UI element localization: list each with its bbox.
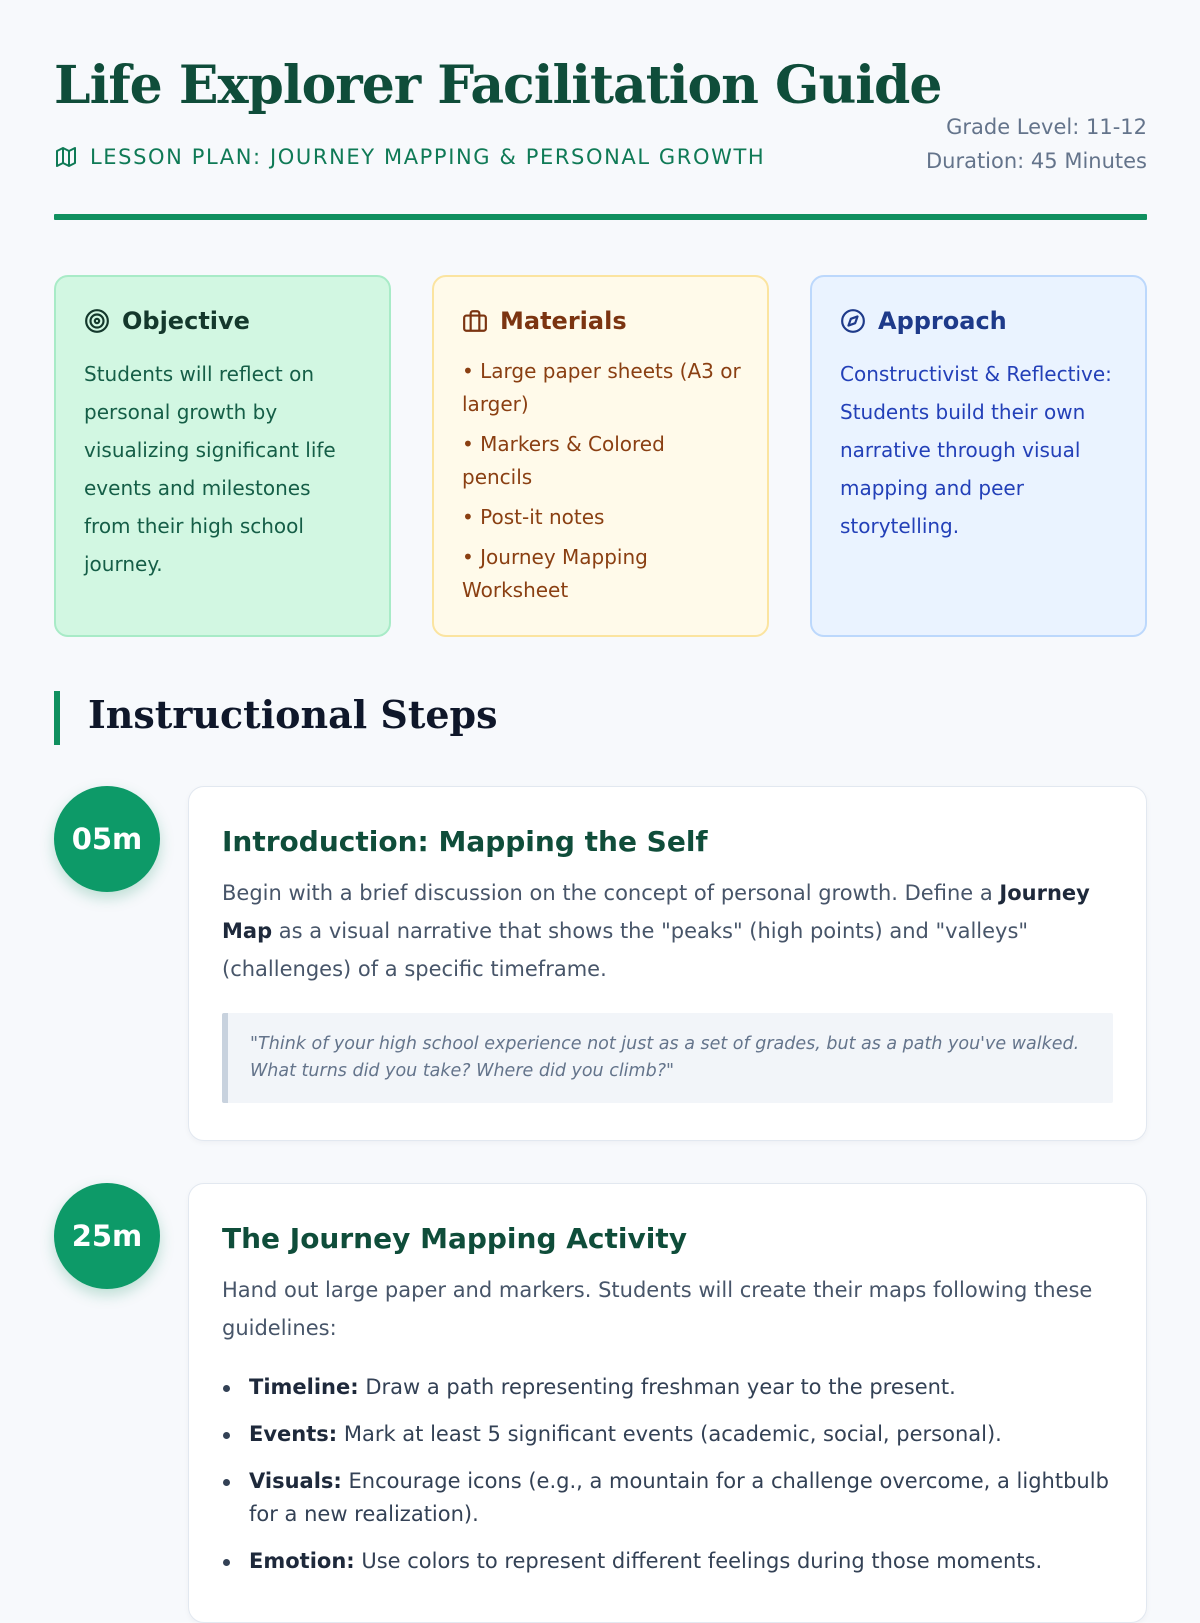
objective-title: Objective <box>122 307 250 335</box>
approach-text: Constructivist & Reflective: Students build their own narrative through visual mapping and peer storytelling. <box>840 362 1112 538</box>
guideline-item: Emotion: Use colors to represent different feelings during those moments. <box>222 1545 1113 1578</box>
lesson-meta <box>926 110 1147 178</box>
journey-map-term: Journey Map <box>222 881 1090 943</box>
lesson-subtitle <box>54 145 765 169</box>
compass-icon <box>840 308 866 334</box>
materials-item: • Markers & Colored pencils <box>462 428 741 494</box>
step-card <box>188 1183 1147 1623</box>
objective-text: Students will reflect on personal growth by visualizing significant life events and milestones from their high school journey. <box>84 362 336 576</box>
guideline-item: Visuals: Encourage icons (e.g., a mountain for a challenge overcome, a lightbulb for a new realization). <box>222 1465 1113 1531</box>
materials-header <box>462 307 741 335</box>
materials-card <box>432 275 769 637</box>
section-accent-bar <box>54 691 60 745</box>
step-title: Introduction: Mapping the Self <box>222 825 708 858</box>
materials-item: • Large paper sheets (A3 or larger) <box>462 355 741 421</box>
header-divider <box>54 214 1147 220</box>
briefcase-icon <box>462 308 488 334</box>
step-quote: "Think of your high school experience not just as a set of grades, but as a path you've walked. What turns did you take? Where did you climb?" <box>222 1013 1113 1103</box>
target-icon <box>84 308 110 334</box>
map-icon <box>54 145 78 169</box>
lesson-plan-page <box>54 0 1147 1600</box>
step-description: Begin with a brief discussion on the concept of personal growth. Define a Journey Map as a visual narrative that shows the "peaks" (high points) and "valleys" (challenges) of a specific timeframe. <box>222 881 1090 981</box>
section-title: Instructional Steps <box>88 692 498 737</box>
guideline-item: Events: Mark at least 5 significant events (academic, social, personal). <box>222 1418 1113 1451</box>
grade-level: Grade Level: 11-12 <box>946 115 1147 139</box>
objective-card <box>54 275 391 637</box>
step-time-badge: 05m <box>54 786 160 892</box>
subtitle-text: LESSON PLAN: JOURNEY MAPPING & PERSONAL GROWTH <box>90 145 766 169</box>
step-title: The Journey Mapping Activity <box>222 1222 687 1255</box>
step-card <box>188 786 1147 1141</box>
materials-item: • Journey Mapping Worksheet <box>462 541 741 607</box>
guideline-item: Timeline: Draw a path representing freshman year to the present. <box>222 1371 1113 1404</box>
step-time-badge: 25m <box>54 1183 160 1289</box>
duration: Duration: 45 Minutes <box>925 149 1147 173</box>
approach-title: Approach <box>878 307 1007 335</box>
materials-item: • Post-it notes <box>462 501 741 534</box>
approach-header <box>840 307 1119 335</box>
page-title: Life Explorer Facilitation Guide <box>54 55 942 116</box>
approach-card <box>810 275 1147 637</box>
materials-list <box>462 355 741 607</box>
materials-title: Materials <box>500 307 627 335</box>
step-description: Hand out large paper and markers. Students will create their maps following these guidelines: <box>222 1278 1093 1340</box>
objective-header <box>84 307 363 335</box>
guidelines-list <box>222 1371 1113 1578</box>
